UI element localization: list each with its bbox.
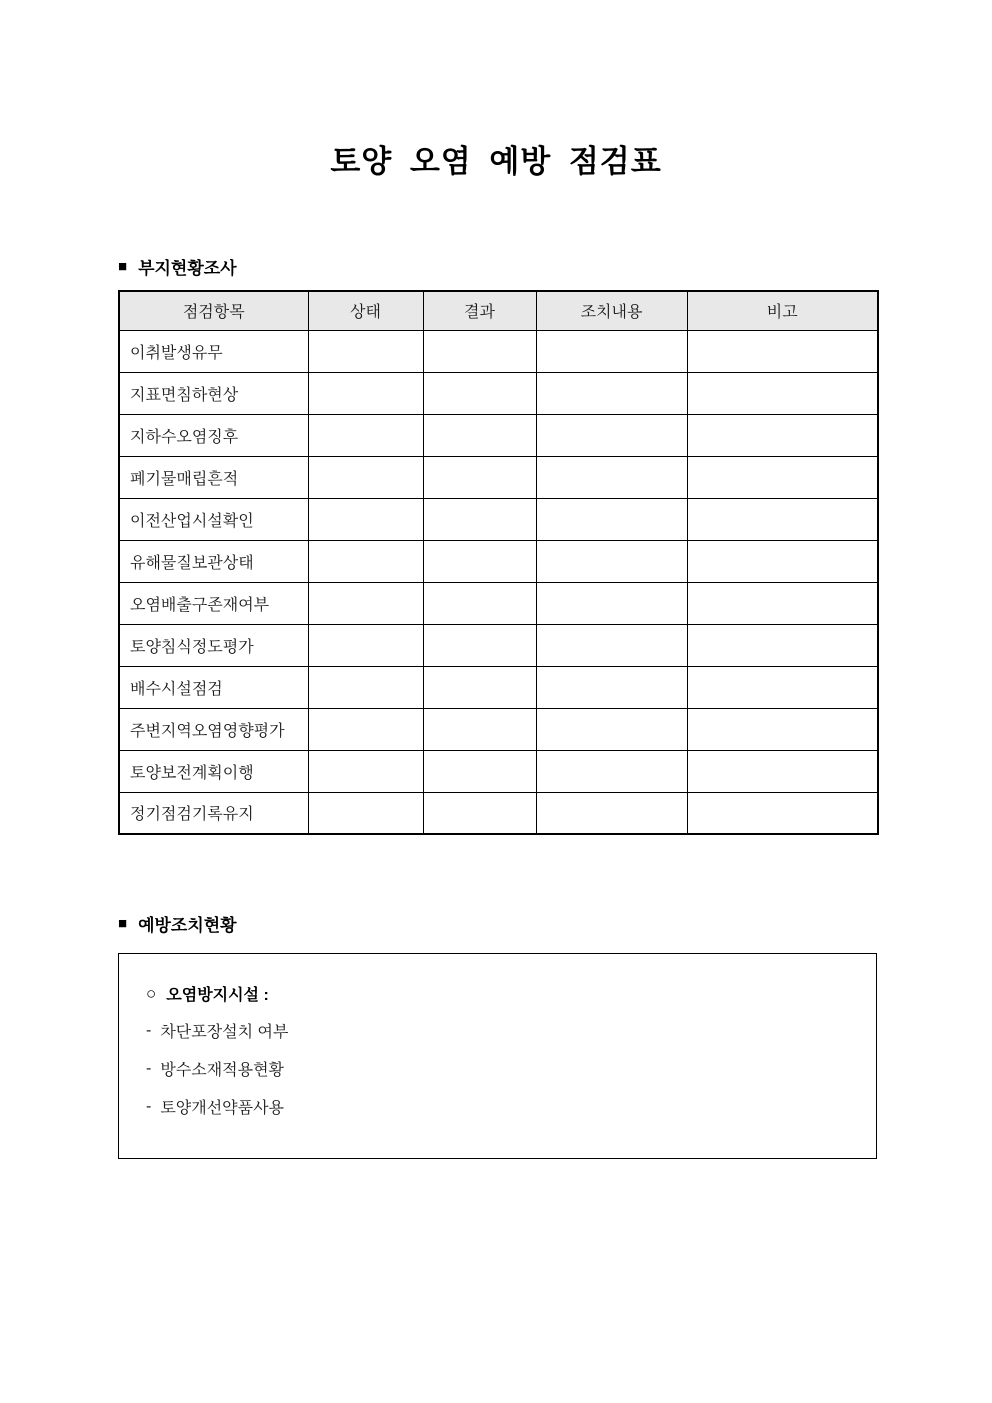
check-item-label: 유해물질보관상태: [119, 540, 308, 582]
site-survey-table: [118, 290, 879, 835]
table-row: [119, 624, 878, 666]
prevention-item-label: 차단포장설치 여부: [160, 1024, 289, 1041]
status-cell: [308, 624, 423, 666]
col-header-remarks: 비고: [687, 291, 878, 330]
action-cell: [536, 372, 687, 414]
check-item-label: 폐기물매립흔적: [119, 456, 308, 498]
action-cell: [536, 582, 687, 624]
prevention-box-title: [146, 982, 856, 1005]
table-row: [119, 330, 878, 372]
square-bullet-icon: ■: [118, 258, 128, 275]
check-item-label: 정기점검기록유지: [119, 792, 308, 834]
dash-bullet-icon: -: [146, 1097, 152, 1115]
result-cell: [423, 666, 536, 708]
col-header-action: 조치내용: [536, 291, 687, 330]
prevention-item-label: 토양개선약품사용: [160, 1100, 284, 1117]
result-cell: [423, 498, 536, 540]
section-heading-label: 부지현황조사: [138, 259, 237, 278]
check-item-label: 지하수오염징후: [119, 414, 308, 456]
check-item-label: 이전산업시설확인: [119, 498, 308, 540]
table-row: [119, 582, 878, 624]
remarks-cell: [687, 372, 878, 414]
remarks-cell: [687, 708, 878, 750]
status-cell: [308, 540, 423, 582]
table-row: [119, 372, 878, 414]
dash-bullet-icon: -: [146, 1021, 152, 1039]
action-cell: [536, 708, 687, 750]
table-row: [119, 750, 878, 792]
prevention-item: [146, 1057, 856, 1080]
table-row: [119, 708, 878, 750]
table-header-row: [119, 291, 878, 330]
action-cell: [536, 666, 687, 708]
col-header-result: 결과: [423, 291, 536, 330]
col-header-status: 상태: [308, 291, 423, 330]
action-cell: [536, 456, 687, 498]
action-cell: [536, 792, 687, 834]
result-cell: [423, 414, 536, 456]
table-row: [119, 540, 878, 582]
result-cell: [423, 540, 536, 582]
remarks-cell: [687, 582, 878, 624]
result-cell: [423, 708, 536, 750]
section-heading-prevention: [118, 911, 237, 936]
check-item-label: 배수시설점검: [119, 666, 308, 708]
col-header-check-item: 점검항목: [119, 291, 308, 330]
check-item-label: 주변지역오염영향평가: [119, 708, 308, 750]
remarks-cell: [687, 540, 878, 582]
remarks-cell: [687, 666, 878, 708]
dash-bullet-icon: -: [146, 1059, 152, 1077]
remarks-cell: [687, 414, 878, 456]
status-cell: [308, 792, 423, 834]
action-cell: [536, 540, 687, 582]
prevention-item-label: 방수소재적용현황: [160, 1062, 284, 1079]
status-cell: [308, 456, 423, 498]
status-cell: [308, 582, 423, 624]
remarks-cell: [687, 792, 878, 834]
section-heading-site-survey: [118, 254, 237, 279]
prevention-item: [146, 1019, 856, 1042]
check-item-label: 이취발생유무: [119, 330, 308, 372]
square-bullet-icon: ■: [118, 915, 128, 932]
remarks-cell: [687, 498, 878, 540]
section-heading-label: 예방조치현황: [138, 916, 237, 935]
result-cell: [423, 750, 536, 792]
action-cell: [536, 330, 687, 372]
action-cell: [536, 624, 687, 666]
table-row: [119, 414, 878, 456]
status-cell: [308, 414, 423, 456]
page-title: 토양 오염 예방 점검표: [330, 144, 662, 179]
table-row: [119, 666, 878, 708]
remarks-cell: [687, 456, 878, 498]
prevention-measures-box: [118, 953, 877, 1159]
result-cell: [423, 330, 536, 372]
status-cell: [308, 372, 423, 414]
status-cell: [308, 708, 423, 750]
status-cell: [308, 666, 423, 708]
action-cell: [536, 414, 687, 456]
result-cell: [423, 456, 536, 498]
remarks-cell: [687, 750, 878, 792]
check-item-label: 토양보전계획이행: [119, 750, 308, 792]
table-row: [119, 456, 878, 498]
prevention-item: [146, 1095, 856, 1118]
table-row: [119, 792, 878, 834]
result-cell: [423, 624, 536, 666]
table-row: [119, 498, 878, 540]
action-cell: [536, 498, 687, 540]
result-cell: [423, 372, 536, 414]
remarks-cell: [687, 624, 878, 666]
status-cell: [308, 750, 423, 792]
circle-bullet-icon: ○: [146, 984, 157, 1003]
remarks-cell: [687, 330, 878, 372]
check-item-label: 지표면침하현상: [119, 372, 308, 414]
result-cell: [423, 792, 536, 834]
action-cell: [536, 750, 687, 792]
check-item-label: 토양침식정도평가: [119, 624, 308, 666]
result-cell: [423, 582, 536, 624]
status-cell: [308, 330, 423, 372]
status-cell: [308, 498, 423, 540]
check-item-label: 오염배출구존재여부: [119, 582, 308, 624]
prevention-box-title-label: 오염방지시설 :: [166, 987, 269, 1004]
